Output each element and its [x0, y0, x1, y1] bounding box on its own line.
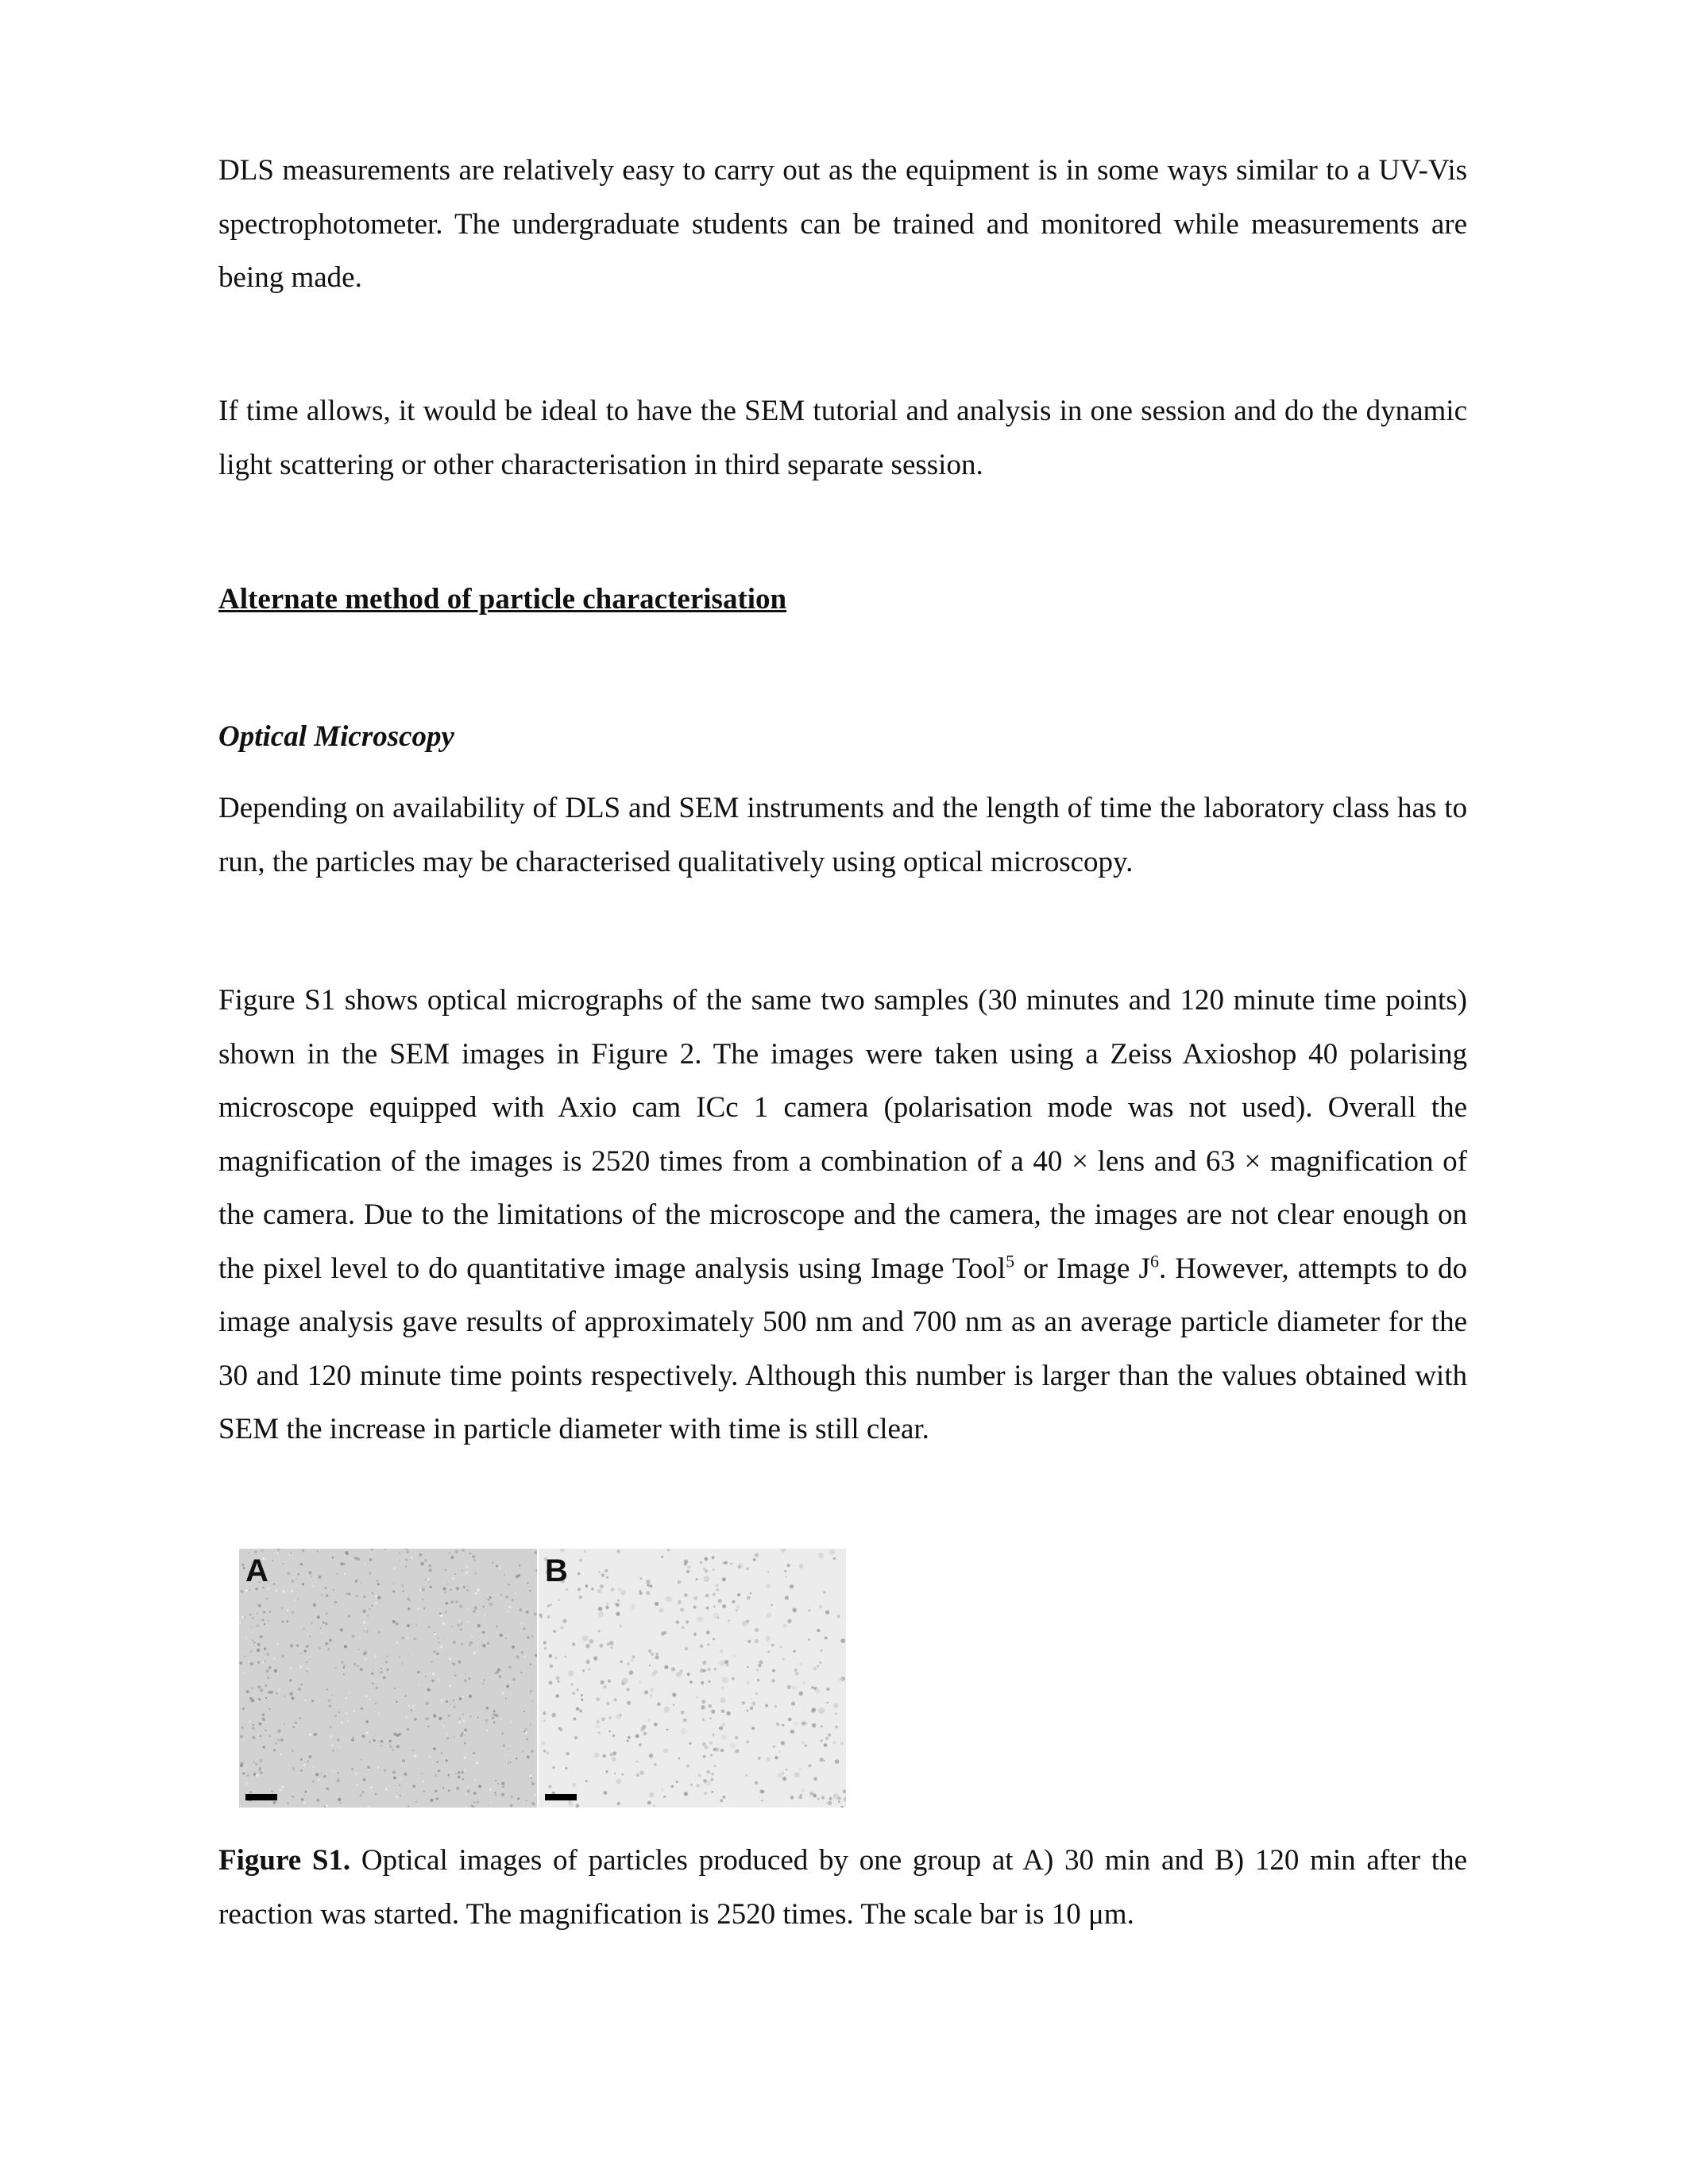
paragraph-text-3: . However, attempts to do image analysis gave results of approximately 500 nm and 700 nm as an average particle diameter for the 30 and 120 minute time points respectively. Although this number is larger than the values obtained with SEM the increase in particle diameter with time is still clear.	[218, 1252, 1467, 1445]
reference-6: 6	[1149, 1251, 1159, 1271]
subsection-heading: Optical Microscopy	[218, 720, 454, 753]
paragraph-text-2: or Image J	[1014, 1252, 1150, 1285]
paragraph-time-allows: If time allows, it would be ideal to have the SEM tutorial and analysis in one session and do the dynamic light scattering or other characterisation in third separate session.	[218, 395, 1467, 481]
particle-texture-b	[539, 1549, 846, 1808]
panel-label-a: A	[245, 1553, 268, 1588]
particle-texture-a	[239, 1549, 537, 1808]
figure-s1	[239, 1549, 846, 1808]
figure-caption-label: Figure S1.	[218, 1844, 351, 1877]
micrograph-panel-a	[239, 1549, 537, 1808]
figure-caption	[218, 1834, 1467, 1941]
paragraph-optical-intro: Depending on availability of DLS and SEM instruments and the length of time the laboratory class has to run, the particles may be characterised qualitatively using optical microscopy.	[218, 792, 1467, 878]
scale-bar-a	[245, 1794, 277, 1800]
reference-5: 5	[1006, 1251, 1015, 1271]
paragraph-text-1: Figure S1 shows optical micrographs of the same two samples (30 minutes and 120 minute time points) shown in the SEM images in Figure 2. The images were taken using a Zeiss Axioshop 40 polarising microscope equipped with Axio cam ICc 1 camera (polarisation mode was not used). Overall the magnification of the images is 2520 times from a combination of a 40 × lens and 63 × magnification of the camera. Due to the limitations of the microscope and the camera, the images are not clear enough on the pixel level to do quantitative image analysis using Image Tool	[218, 984, 1467, 1285]
panel-label-b: B	[545, 1553, 568, 1588]
figure-caption-text: Optical images of particles produced by one group at A) 30 min and B) 120 min after the reaction was started. The magnification is 2520 times. The scale bar is 10 μm.	[218, 1844, 1467, 1931]
section-heading: Alternate method of particle characterisation	[218, 583, 787, 615]
paragraph-figure-s1-description	[218, 974, 1467, 1457]
paragraph-dls: DLS measurements are relatively easy to carry out as the equipment is in some ways similar to a UV-Vis spectrophotometer. The undergraduate students can be trained and monitored while measurements are being made.	[218, 154, 1467, 294]
micrograph-panel-b	[539, 1549, 846, 1808]
scale-bar-b	[545, 1794, 577, 1800]
